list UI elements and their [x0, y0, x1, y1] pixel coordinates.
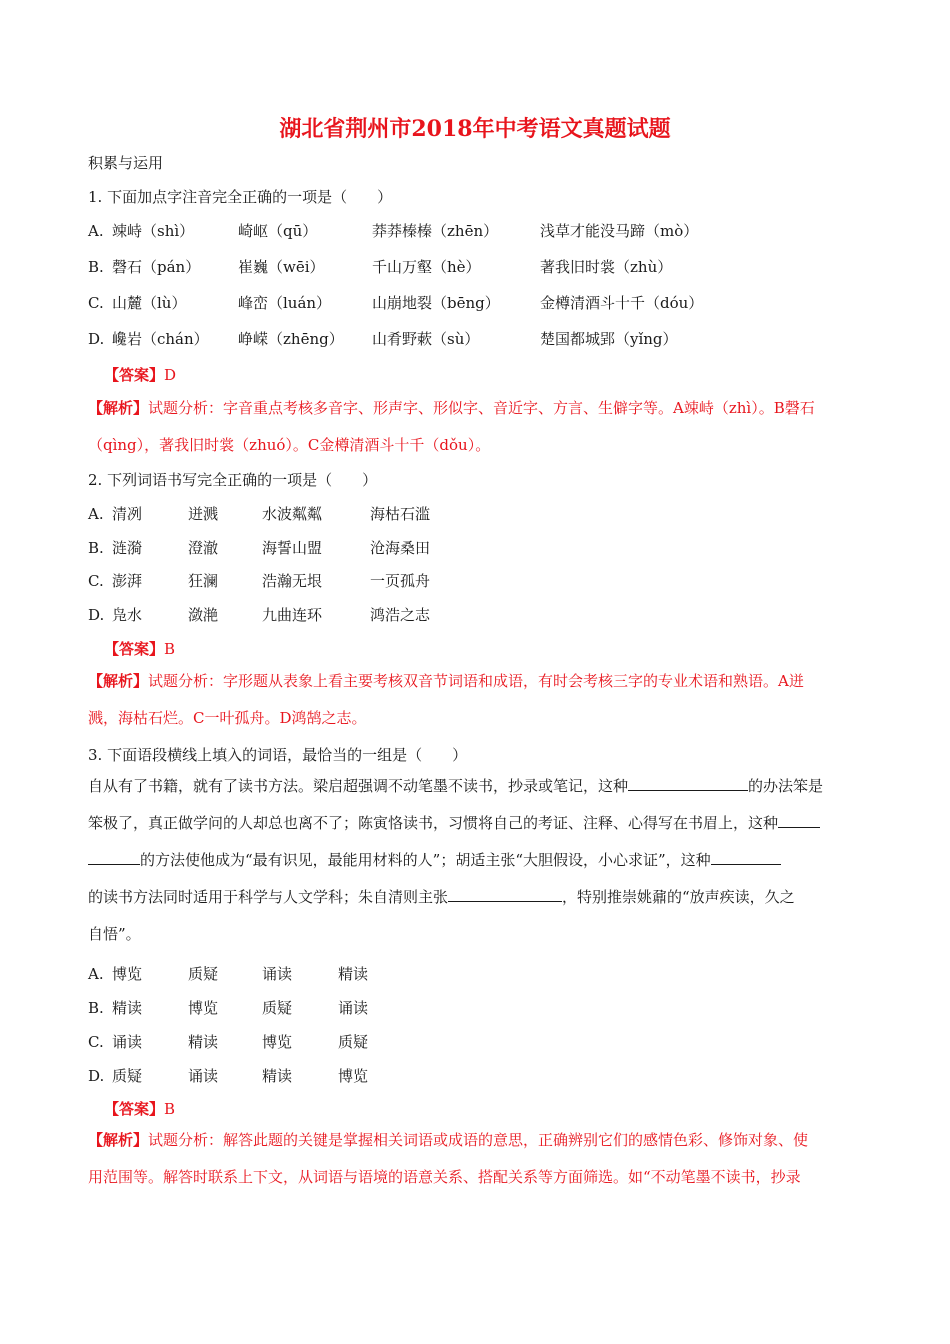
passage-line — [88, 768, 864, 805]
q3-passage — [88, 768, 864, 953]
option-label: B. — [88, 999, 104, 1017]
analysis-tag: 【解析】 — [88, 672, 149, 690]
question-2-stem: 2. 下列词语书写完全正确的一项是（ ） — [88, 471, 378, 489]
option-item: 海枯石滥 — [370, 505, 431, 523]
passage-text: 自从有了书籍，就有了读书方法。梁启超强调不动笔墨不读书，抄录或笔记，这种 — [88, 777, 629, 795]
q2-option-a — [88, 503, 868, 525]
analysis-line: 用范围等。解答时联系上下文，从词语与语境的语意关系、搭配关系等方面筛选。如“不动笔墨不读书，抄录 — [88, 1168, 801, 1186]
option-item: 著我旧时裳（zhù） — [540, 258, 673, 276]
analysis-tag: 【解析】 — [88, 1131, 149, 1149]
analysis-line — [88, 1122, 864, 1159]
option-item: 诵读 — [188, 1067, 219, 1085]
q3-analysis — [88, 1122, 864, 1196]
option-item: 崎岖（qū） — [238, 222, 318, 240]
passage-text: ，特别推崇姚鼐的“放声疾读，久之 — [562, 888, 795, 906]
answer-value: D — [164, 366, 177, 384]
analysis-line: 溅，海枯石烂。C一叶孤舟。D鸿鹄之志。 — [88, 709, 367, 727]
option-label: A. — [88, 505, 104, 523]
passage-line — [88, 842, 864, 879]
option-item: 质疑 — [188, 965, 219, 983]
analysis-text: 试题分析：字音重点考核多音字、形声字、形似字、音近字、方言、生僻字等。A竦峙（zhì）。B磬石 — [148, 399, 815, 417]
section-heading: 积累与运用 — [88, 154, 164, 172]
q1-option-c — [88, 292, 868, 314]
fill-blank[interactable] — [448, 885, 562, 902]
option-item: 凫水 — [112, 606, 143, 624]
option-item: 潋滟 — [188, 606, 219, 624]
option-item: 竦峙（shì） — [112, 222, 195, 240]
option-item: 质疑 — [338, 1033, 369, 1051]
answer-tag: 【答案】 — [104, 1100, 165, 1118]
q3-option-c — [88, 1031, 868, 1053]
option-label: A. — [88, 965, 104, 983]
q3-option-b — [88, 997, 868, 1019]
option-item: 质疑 — [112, 1067, 143, 1085]
option-item: 清冽 — [112, 505, 143, 523]
question-1-stem: 1. 下面加点字注音完全正确的一项是（ ） — [88, 188, 393, 206]
option-item: 博览 — [338, 1067, 369, 1085]
option-item: 一页孤舟 — [370, 572, 431, 590]
option-item: 鸿浩之志 — [370, 606, 431, 624]
option-item: 精读 — [112, 999, 143, 1017]
option-label: A. — [88, 222, 104, 240]
option-item: 浩瀚无垠 — [262, 572, 323, 590]
option-item: 狂澜 — [188, 572, 219, 590]
passage-text: 的方法使他成为“最有识见，最能用材料的人”；胡适主张“大胆假设，小心求证”，这种 — [140, 851, 711, 869]
option-item: 浅草才能没马蹄（mò） — [540, 222, 699, 240]
option-item: 峥嵘（zhēng） — [238, 330, 344, 348]
q1-option-a — [88, 220, 868, 242]
passage-text: 的办法笨是 — [748, 777, 824, 795]
option-label: C. — [88, 1033, 104, 1051]
option-item: 诵读 — [262, 965, 293, 983]
option-item: 磬石（pán） — [112, 258, 201, 276]
analysis-line — [88, 390, 864, 427]
option-item: 山崩地裂（bēng） — [372, 294, 500, 312]
q1-option-b — [88, 256, 868, 278]
q3-option-d — [88, 1065, 868, 1087]
q2-option-c — [88, 570, 868, 592]
analysis-line — [88, 663, 864, 700]
option-label: B. — [88, 258, 104, 276]
q2-analysis — [88, 663, 864, 737]
option-item: 山麓（lù） — [112, 294, 187, 312]
option-item: 莽莽榛榛（zhēn） — [372, 222, 499, 240]
question-3-stem: 3. 下面语段横线上填入的词语，最恰当的一组是（ ） — [88, 746, 468, 764]
fill-blank[interactable] — [711, 848, 781, 865]
option-item: 千山万壑（hè） — [372, 258, 481, 276]
option-item: 精读 — [262, 1067, 293, 1085]
option-item: 山肴野蔌（sù） — [372, 330, 480, 348]
passage-text: 的读书方法同时适用于科学与人文学科；朱自清则主张 — [88, 888, 449, 906]
passage-text: 笨极了，真正做学问的人却总也离不了；陈寅恪读书，习惯将自己的考证、注释、心得写在书眉上，这种 — [88, 814, 779, 832]
q1-answer — [104, 364, 176, 386]
option-item: 精读 — [338, 965, 369, 983]
option-item: 质疑 — [262, 999, 293, 1017]
option-label: C. — [88, 572, 104, 590]
analysis-tag: 【解析】 — [88, 399, 149, 417]
option-item: 澄澈 — [188, 539, 219, 557]
passage-line: 自悟”。 — [88, 925, 141, 943]
answer-value: B — [164, 640, 176, 658]
analysis-text: 试题分析：字形题从表象上看主要考核双音节词语和成语，有时会考核三字的专业术语和熟语。A迸 — [148, 672, 804, 690]
analysis-text: 试题分析：解答此题的关键是掌握相关词语或成语的意思，正确辨别它们的感情色彩、修饰对象、使 — [148, 1131, 809, 1149]
fill-blank[interactable] — [778, 811, 820, 828]
passage-line — [88, 805, 864, 842]
option-item: 诵读 — [338, 999, 369, 1017]
option-item: 博览 — [112, 965, 143, 983]
fill-blank-continued — [88, 848, 140, 865]
q2-answer — [104, 638, 175, 660]
option-item: 澎湃 — [112, 572, 143, 590]
q2-option-d — [88, 604, 868, 626]
q2-option-b — [88, 537, 868, 559]
q3-option-a — [88, 963, 868, 985]
option-item: 楚国都城郢（yǐng） — [540, 330, 678, 348]
option-item: 海誓山盟 — [262, 539, 323, 557]
passage-line — [88, 879, 864, 916]
option-item: 涟漪 — [112, 539, 143, 557]
option-item: 迸溅 — [188, 505, 219, 523]
option-item: 九曲连环 — [262, 606, 323, 624]
answer-tag: 【答案】 — [104, 640, 165, 658]
page-title: 湖北省荆州市2018年中考语文真题试题 — [279, 116, 671, 142]
analysis-line: （qìng），著我旧时裳（zhuó）。C金樽清酒斗十千（dǒu）。 — [88, 436, 491, 454]
option-label: D. — [88, 1067, 105, 1085]
option-item: 巉岩（chán） — [112, 330, 209, 348]
answer-value: B — [164, 1100, 176, 1118]
option-item: 峰峦（luán） — [238, 294, 332, 312]
option-label: D. — [88, 606, 105, 624]
option-item: 博览 — [188, 999, 219, 1017]
option-item: 水波粼粼 — [262, 505, 323, 523]
option-label: B. — [88, 539, 104, 557]
option-item: 诵读 — [112, 1033, 143, 1051]
q1-analysis — [88, 390, 864, 464]
option-item: 崔巍（wēi） — [238, 258, 325, 276]
fill-blank[interactable] — [628, 774, 748, 791]
option-label: D. — [88, 330, 105, 348]
option-item: 金樽清酒斗十千（dóu） — [540, 294, 704, 312]
option-label: C. — [88, 294, 104, 312]
option-item: 精读 — [188, 1033, 219, 1051]
option-item: 沧海桑田 — [370, 539, 431, 557]
option-item: 博览 — [262, 1033, 293, 1051]
q3-answer — [104, 1098, 175, 1120]
answer-tag: 【答案】 — [104, 366, 165, 384]
q1-option-d — [88, 328, 868, 350]
